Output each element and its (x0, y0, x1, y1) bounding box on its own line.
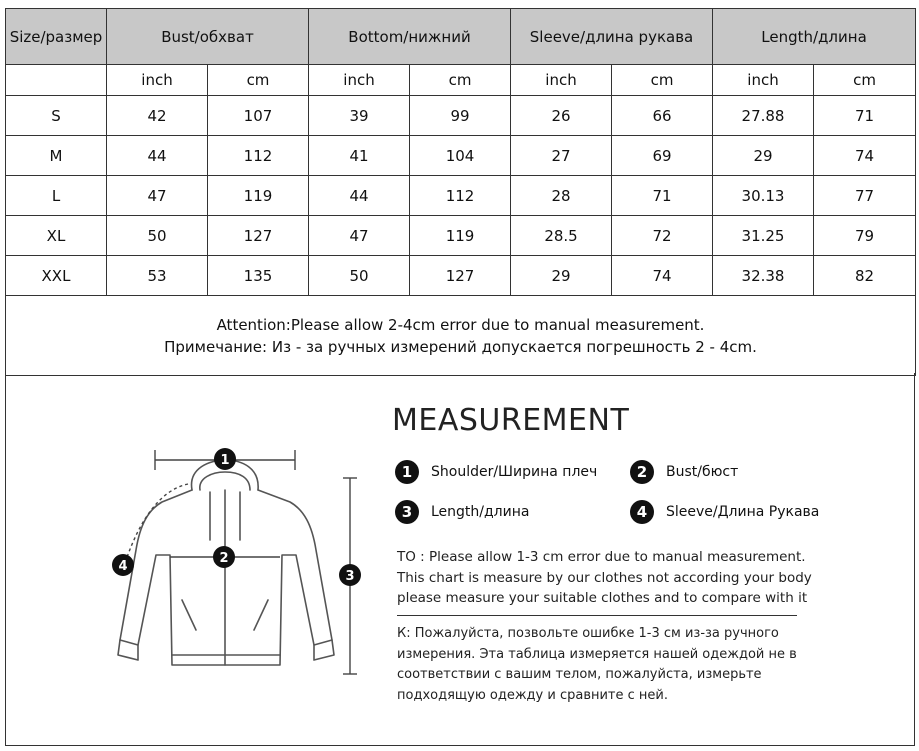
value-cell: 104 (410, 136, 511, 176)
k-note-line: подходящую одежду и сравните с ней. (397, 687, 668, 703)
value-cell: 29 (511, 256, 612, 296)
value-cell: 32.38 (713, 256, 814, 296)
k-note-line: соответствии с вашим телом, пожалуйста, измерьте (397, 667, 762, 682)
marker-4-label: 4 (118, 559, 128, 574)
value-cell: 27 (511, 136, 612, 176)
value-cell: 47 (309, 216, 410, 256)
hood-inner (200, 472, 250, 490)
unit-cell: cm (612, 65, 713, 96)
table-row (6, 176, 916, 216)
legend-label: Sleeve/Длина Рукава (666, 504, 820, 520)
value-cell: 29 (713, 136, 814, 176)
table-row (6, 96, 916, 136)
to-note-line: TO : Please allow 1-3 cm error due to manual measurement. (397, 549, 806, 565)
value-cell: 82 (814, 256, 916, 296)
value-cell: 71 (612, 176, 713, 216)
size-cell: M (6, 136, 107, 176)
value-cell: 44 (309, 176, 410, 216)
divider (397, 615, 797, 616)
value-cell: 47 (107, 176, 208, 216)
value-cell: 66 (612, 96, 713, 136)
value-cell: 135 (208, 256, 309, 296)
number-4-icon: 4 (630, 500, 654, 524)
unit-row (6, 65, 916, 96)
value-cell: 53 (107, 256, 208, 296)
value-cell: 50 (309, 256, 410, 296)
attention-note (6, 296, 916, 376)
legend-length (395, 500, 605, 524)
number-1-icon: 1 (395, 460, 419, 484)
legend-bust (630, 460, 790, 484)
value-cell: 74 (612, 256, 713, 296)
value-cell: 28.5 (511, 216, 612, 256)
hoodie-diagram (100, 440, 370, 685)
to-note-line: This chart is measure by our clothes not according your body (397, 569, 812, 586)
value-cell: 99 (410, 96, 511, 136)
measurement-title: MEASUREMENT (392, 403, 630, 438)
header-length: Length/длина (713, 9, 916, 65)
legend-shoulder (395, 460, 605, 484)
value-cell: 31.25 (713, 216, 814, 256)
table-row (6, 256, 916, 296)
value-cell: 42 (107, 96, 208, 136)
value-cell: 107 (208, 96, 309, 136)
marker-3-label: 3 (345, 569, 355, 584)
unit-cell: inch (309, 65, 410, 96)
value-cell: 127 (208, 216, 309, 256)
value-cell: 30.13 (713, 176, 814, 216)
size-cell: S (6, 96, 107, 136)
value-cell: 79 (814, 216, 916, 256)
note-row (6, 296, 916, 376)
value-cell: 119 (410, 216, 511, 256)
header-size: Size/размер (6, 9, 107, 65)
legend-label: Shoulder/Ширина плеч (431, 464, 598, 480)
to-note (397, 547, 812, 609)
legend-label: Length/длина (431, 504, 530, 520)
size-cell: XL (6, 216, 107, 256)
left-pocket (182, 600, 196, 630)
unit-cell: inch (107, 65, 208, 96)
value-cell: 71 (814, 96, 916, 136)
size-cell: XXL (6, 256, 107, 296)
unit-cell: cm (410, 65, 511, 96)
value-cell: 72 (612, 216, 713, 256)
value-cell: 27.88 (713, 96, 814, 136)
value-cell: 44 (107, 136, 208, 176)
header-bust: Bust/обхват (107, 9, 309, 65)
unit-cell: cm (814, 65, 916, 96)
marker-2-label: 2 (219, 551, 229, 566)
value-cell: 41 (309, 136, 410, 176)
table-row (6, 216, 916, 256)
unit-cell-empty (6, 65, 107, 96)
k-note-line: измерения. Эта таблица измеряется нашей одеждой не в (397, 646, 797, 662)
number-3-icon: 3 (395, 500, 419, 524)
value-cell: 26 (511, 96, 612, 136)
value-cell: 69 (612, 136, 713, 176)
size-table (5, 8, 916, 376)
k-note-line: К: Пожалуйста, позвольте ошибке 1-3 см из-за ручного (397, 626, 779, 641)
value-cell: 119 (208, 176, 309, 216)
number-2-icon: 2 (630, 460, 654, 484)
hoodie-body (120, 490, 332, 665)
header-row (6, 9, 916, 65)
attention-note-en: Attention:Please allow 2-4cm error due to manual measurement. (216, 315, 705, 334)
value-cell: 77 (814, 176, 916, 216)
value-cell: 112 (208, 136, 309, 176)
header-sleeve: Sleeve/длина рукава (511, 9, 713, 65)
value-cell: 127 (410, 256, 511, 296)
value-cell: 112 (410, 176, 511, 216)
marker-1-label: 1 (220, 453, 230, 468)
header-bottom: Bottom/нижний (309, 9, 511, 65)
value-cell: 28 (511, 176, 612, 216)
size-cell: L (6, 176, 107, 216)
to-note-line: please measure your suitable clothes and to compare with it (397, 590, 808, 606)
right-pocket (254, 600, 268, 630)
unit-cell: inch (713, 65, 814, 96)
value-cell: 39 (309, 96, 410, 136)
legend-sleeve (630, 500, 820, 524)
attention-note-ru: Примечание: Из - за ручных измерений допускается погрешность 2 - 4cm. (164, 337, 757, 356)
value-cell: 74 (814, 136, 916, 176)
unit-cell: inch (511, 65, 612, 96)
k-note (397, 624, 797, 706)
legend-label: Bust/бюст (666, 464, 739, 480)
table-row (6, 136, 916, 176)
value-cell: 50 (107, 216, 208, 256)
unit-cell: cm (208, 65, 309, 96)
